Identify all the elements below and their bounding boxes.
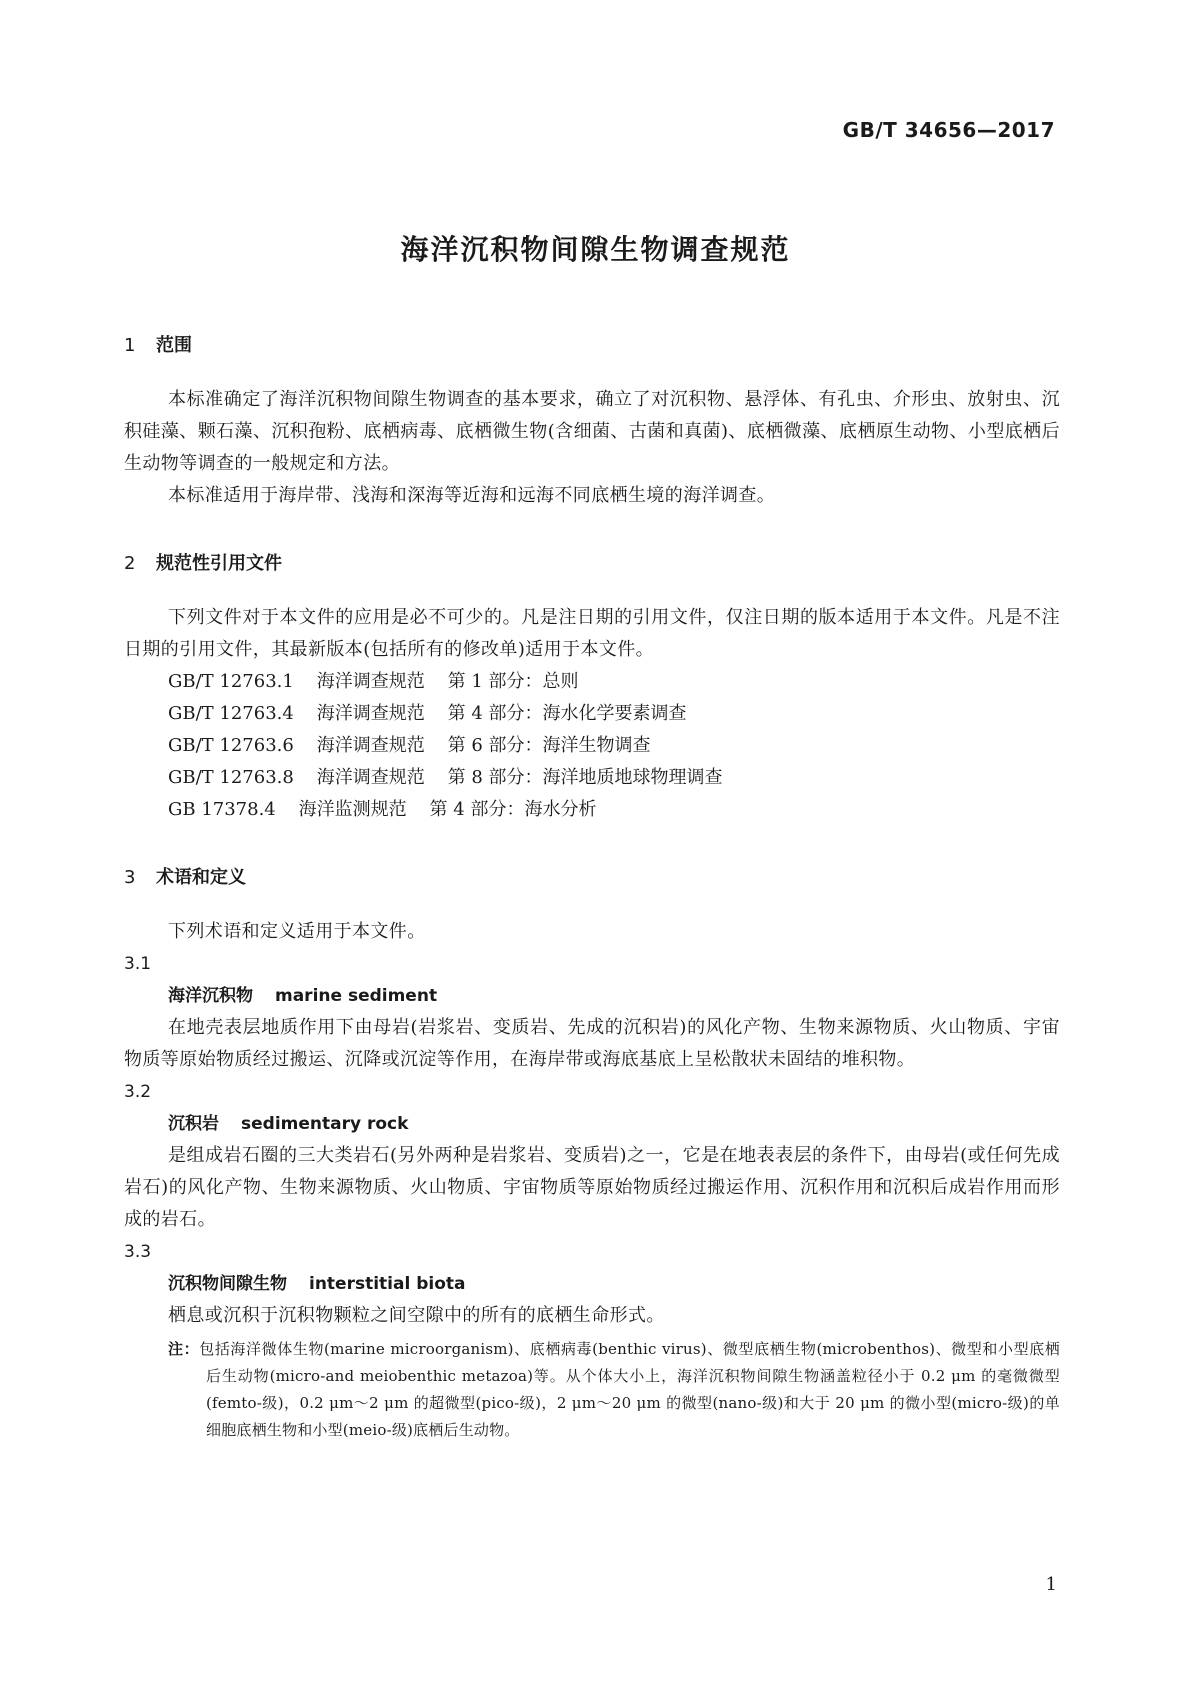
- reference-item: [124, 698, 1060, 730]
- term-name: [124, 1268, 1060, 1300]
- reference-item: [124, 730, 1060, 762]
- note-label: 注：: [168, 1340, 200, 1358]
- section-heading-normative-references: [124, 550, 1060, 578]
- term-name-en: marine sediment: [275, 986, 438, 1006]
- section-number: 3: [124, 867, 136, 888]
- term-name-zh: 海洋沉积物: [168, 986, 253, 1006]
- term-number: 3.2: [124, 1082, 152, 1102]
- reference-part: 第 1 部分：总则: [447, 671, 579, 692]
- reference-part: 第 4 部分：海水分析: [429, 799, 597, 820]
- term-name: [124, 980, 1060, 1012]
- term-name-en: interstitial biota: [309, 1274, 466, 1294]
- section-heading-scope: [124, 332, 1060, 360]
- reference-item: [124, 762, 1060, 794]
- reference-title: 海洋监测规范: [298, 799, 407, 820]
- term-name-zh: 沉积物间隙生物: [168, 1274, 287, 1294]
- section-title: 术语和定义: [156, 867, 246, 888]
- reference-title: 海洋调查规范: [316, 703, 425, 724]
- page-number: 1: [1045, 1574, 1057, 1595]
- reference-part: 第 6 部分：海洋生物调查: [447, 735, 651, 756]
- term-note: [124, 1336, 1060, 1444]
- term-number: 3.3: [124, 1242, 152, 1262]
- document-title: 海洋沉积物间隙生物调查规范: [400, 233, 791, 266]
- reference-item: [124, 794, 1060, 826]
- term-definition: 是组成岩石圈的三大类岩石(另外两种是岩浆岩、变质岩)之一，它是在地表表层的条件下，由母岩(或任何先成岩石)的风化产物、生物来源物质、火山物质、宇宙物质等原始物质经过搬运作用、沉积作用和沉积后成岩作用而形成的岩石。: [124, 1145, 1060, 1230]
- section-title: 规范性引用文件: [156, 553, 282, 574]
- reference-code: GB/T 12763.8: [168, 767, 294, 788]
- paragraph: 本标准确定了海洋沉积物间隙生物调查的基本要求，确立了对沉积物、悬浮体、有孔虫、介形虫、放射虫、沉积硅藻、颗石藻、沉积孢粉、底栖病毒、底栖微生物(含细菌、古菌和真菌)、底栖微藻、底栖原生动物、小型底栖后生动物等调查的一般规定和方法。: [124, 389, 1060, 474]
- standard-code: GB/T 34656—2017: [842, 118, 1055, 142]
- section-number: 1: [124, 335, 136, 356]
- reference-item: [124, 666, 1060, 698]
- section-number: 2: [124, 553, 136, 574]
- section-heading-terms-definitions: [124, 864, 1060, 892]
- term-name-en: sedimentary rock: [241, 1114, 409, 1134]
- reference-title: 海洋调查规范: [316, 671, 425, 692]
- section-title: 范围: [156, 335, 192, 356]
- paragraph: 下列术语和定义适用于本文件。: [168, 921, 426, 942]
- paragraph: 下列文件对于本文件的应用是必不可少的。凡是注日期的引用文件，仅注日期的版本适用于本文件。凡是不注日期的引用文件，其最新版本(包括所有的修改单)适用于本文件。: [124, 607, 1060, 660]
- term-definition: 栖息或沉积于沉积物颗粒之间空隙中的所有的底栖生命形式。: [168, 1305, 665, 1326]
- reference-title: 海洋调查规范: [316, 735, 425, 756]
- document-body: [124, 332, 1060, 1444]
- reference-code: GB/T 12763.1: [168, 671, 294, 692]
- term-name-zh: 沉积岩: [168, 1114, 219, 1134]
- note-text: 包括海洋微体生物(marine microorganism)、底栖病毒(benthic virus)、微型底栖生物(microbenthos)、微型和小型底栖后生动物(micro-and meiobenthic metazoa)等。从个体大小上，海洋沉积物间隙生物涵盖粒径小于 0.2 μm 的毫微微型(femto-级)，0.2 μm～2 μm 的超微型(pico-级)，2 μm～20 μm 的微型(nano-级)和大于 20 μm 的微小型(micro-级)的单细胞底栖生物和小型(meio-级)底栖后生动物。: [199, 1340, 1060, 1439]
- paragraph: 本标准适用于海岸带、浅海和深海等近海和远海不同底栖生境的海洋调查。: [168, 485, 776, 506]
- reference-title: 海洋调查规范: [316, 767, 425, 788]
- reference-part: 第 8 部分：海洋地质地球物理调查: [447, 767, 723, 788]
- reference-code: GB/T 12763.4: [168, 703, 294, 724]
- reference-part: 第 4 部分：海水化学要素调查: [447, 703, 687, 724]
- term-number: 3.1: [124, 954, 152, 974]
- term-definition: 在地壳表层地质作用下由母岩(岩浆岩、变质岩、先成的沉积岩)的风化产物、生物来源物质、火山物质、宇宙物质等原始物质经过搬运、沉降或沉淀等作用，在海岸带或海底基底上呈松散状未固结的堆积物。: [124, 1017, 1060, 1070]
- term-name: [124, 1108, 1060, 1140]
- reference-code: GB/T 12763.6: [168, 735, 294, 756]
- reference-code: GB 17378.4: [168, 799, 276, 820]
